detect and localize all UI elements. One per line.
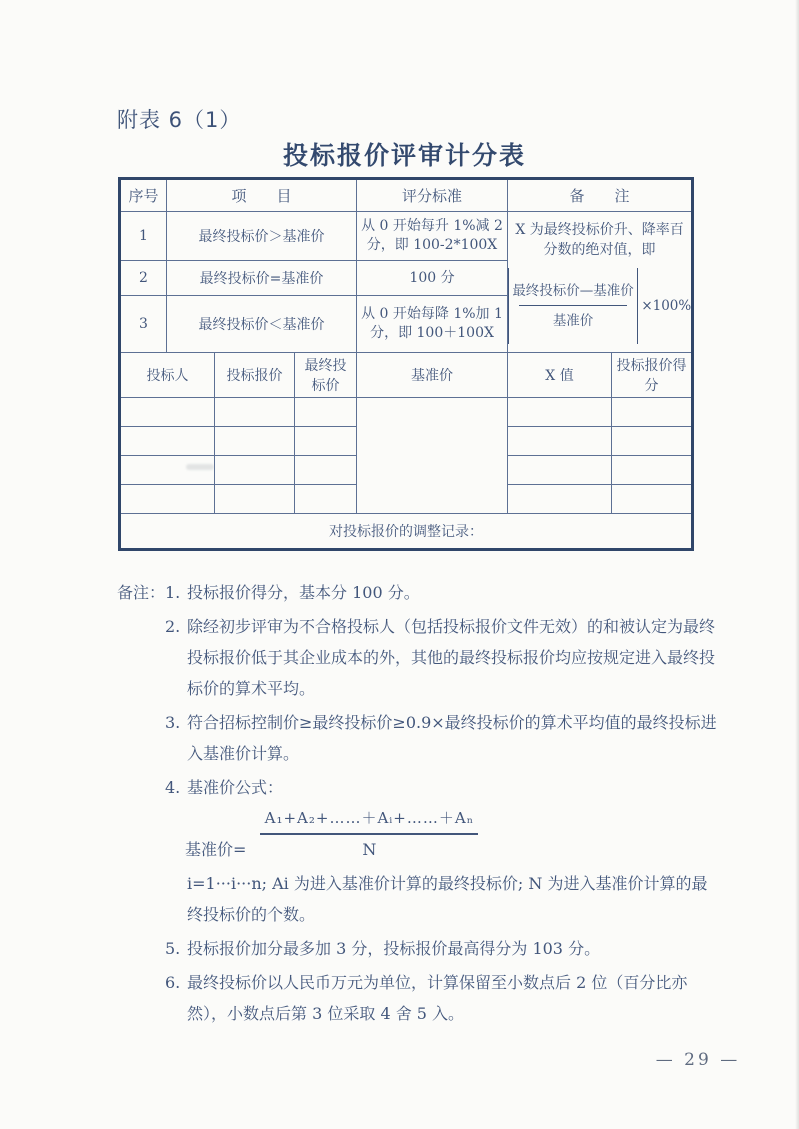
- abs-bar-right: [637, 268, 639, 344]
- remark-fraction-numerator: 最终投标价—基准价: [512, 282, 634, 299]
- header-bid-price: 投标报价: [215, 353, 295, 398]
- empty-final-bid-price-cell: [295, 456, 357, 485]
- bid-table-header-row: [120, 353, 693, 398]
- empty-x-value-cell: [508, 427, 612, 456]
- scan-artifact: [186, 464, 214, 470]
- page-number: — 29 —: [655, 1050, 741, 1070]
- note-item-4: [117, 772, 719, 803]
- remark-cell: [508, 212, 693, 353]
- row2-criteria: 100 分: [357, 261, 508, 296]
- empty-score-cell: [612, 485, 693, 514]
- formula-denominator: N: [362, 839, 377, 859]
- row1-criteria: 从 0 开始每升 1%减 2 分，即 100-2*100X: [357, 212, 508, 261]
- row3-seq: 3: [120, 296, 167, 353]
- row1-seq: 1: [120, 212, 167, 261]
- note-5-number: 5.: [165, 938, 181, 958]
- row2-item: 最终投标价=基准价: [167, 261, 357, 296]
- header-criteria: 评分标准: [357, 179, 508, 212]
- note-4-number: 4.: [165, 778, 181, 797]
- empty-bidder-cell: [120, 456, 215, 485]
- appendix-label: 附表 6（1）: [117, 108, 242, 132]
- empty-x-value-cell: [508, 398, 612, 427]
- header-x-value: X 值: [508, 353, 612, 398]
- empty-score-cell: [612, 456, 693, 485]
- empty-x-value-cell: [508, 485, 612, 514]
- base-price-formula: [185, 807, 719, 862]
- empty-final-bid-price-cell: [295, 398, 357, 427]
- abs-bar-left: [508, 268, 510, 344]
- page-title: 投标报价评审计分表: [282, 141, 526, 170]
- bid-table-row: [120, 398, 693, 427]
- empty-bidder-cell: [120, 485, 215, 514]
- note-item-6: [117, 967, 719, 1029]
- score-table-header-row: [120, 179, 693, 212]
- header-score: 投标报价得分: [612, 353, 693, 398]
- empty-score-cell: [612, 427, 693, 456]
- remark-fraction-line: [519, 305, 627, 307]
- empty-bidder-cell: [120, 398, 215, 427]
- note-2-text: 除经初步评审为不合格投标人（包括投标报价文件无效）的和被认定为最终投标报价低于其企业成本的外，其他的最终投标报价均应按规定进入最终投标价的算术平均。: [187, 617, 716, 698]
- row1-item: 最终投标价＞基准价: [167, 212, 357, 261]
- adjustment-record-label: 对投标报价的调整记录：: [120, 514, 693, 550]
- header-seq: 序号: [120, 179, 167, 212]
- note-2-number: 2.: [165, 617, 181, 636]
- header-bidder: 投标人: [120, 353, 215, 398]
- formula-explanation-row: [117, 868, 719, 930]
- base-price-merged-cell: [357, 398, 508, 514]
- empty-score-cell: [612, 398, 693, 427]
- header-base-price: 基准价: [357, 353, 508, 398]
- score-row-1: [120, 212, 693, 261]
- note-1-text: 投标报价得分，基本分 100 分。: [187, 583, 420, 602]
- note-4-text: 基准价公式：: [187, 778, 284, 797]
- formula-fraction-line: [260, 833, 478, 835]
- empty-bid-price-cell: [215, 485, 295, 514]
- empty-bid-price-cell: [215, 456, 295, 485]
- note-item-3: [117, 707, 719, 769]
- remark-intro: X 为最终投标价升、降率百分数的绝对值，即: [515, 222, 684, 258]
- header-final-bid-price: 最终投标价: [295, 353, 357, 398]
- row3-criteria: 从 0 开始每降 1%加 1 分，即 100＋100X: [357, 296, 508, 353]
- empty-bidder-cell: [120, 427, 215, 456]
- header-item: 项 目: [167, 179, 357, 212]
- adjustment-record-row: [120, 514, 693, 550]
- formula-fraction: [260, 807, 478, 862]
- row3-item: 最终投标价＜基准价: [167, 296, 357, 353]
- empty-bid-price-cell: [215, 427, 295, 456]
- notes-section: [117, 577, 719, 1032]
- remark-fraction: [512, 281, 634, 332]
- x-value-formula: [512, 268, 692, 344]
- note-item-1: [117, 577, 719, 608]
- notes-label: 备注：: [117, 583, 166, 602]
- note-6-text: 最终投标价以人民币万元为单位，计算保留至小数点后 2 位（百分比亦然），小数点后第 3 位采取 4 舍 5 入。: [187, 972, 688, 1023]
- formula-numerator: A₁+A₂+……＋Aᵢ+……＋Aₙ: [264, 809, 475, 827]
- note-item-5: [117, 933, 719, 964]
- empty-x-value-cell: [508, 456, 612, 485]
- scoring-table: [118, 177, 694, 551]
- note-3-number: 3.: [165, 713, 181, 732]
- note-item-2: [117, 611, 719, 704]
- empty-final-bid-price-cell: [295, 427, 357, 456]
- note-6-number: 6.: [165, 972, 181, 992]
- formula-explanation: i=1···i···n; Ai 为进入基准价计算的最终投标价; N 为进入基准价计算的最终投标价的个数。: [187, 873, 708, 924]
- row2-seq: 2: [120, 261, 167, 296]
- header-remark: 备 注: [508, 179, 693, 212]
- empty-final-bid-price-cell: [295, 485, 357, 514]
- empty-bid-price-cell: [215, 398, 295, 427]
- note-5-text: 投标报价加分最多加 3 分，投标报价最高得分为 103 分。: [187, 938, 601, 958]
- formula-prefix: 基准价=: [185, 839, 247, 859]
- remark-fraction-denominator: 基准价: [552, 313, 594, 330]
- note-3-text: 符合招标控制价≥最终投标价≥0.9×最终投标价的算术平均值的最终投标进入基准价计算。: [187, 713, 717, 763]
- note-1-number: 1.: [165, 583, 181, 602]
- remark-formula-suffix: ×100%: [641, 298, 692, 314]
